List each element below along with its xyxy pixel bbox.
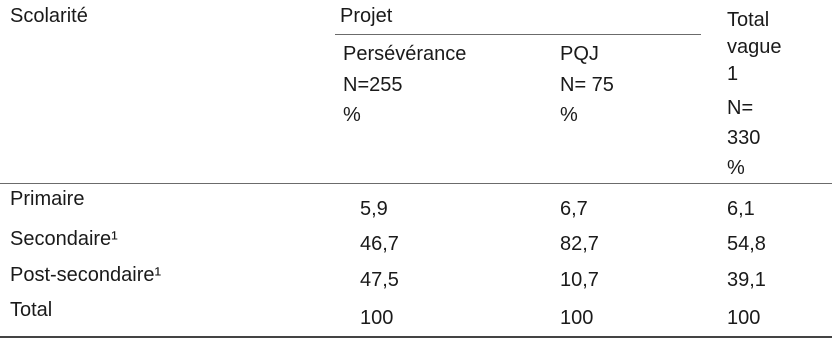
row-value-pqj: 82,7	[560, 233, 599, 255]
row-label: Post-secondaire¹	[10, 264, 162, 286]
header-perseverance-line1: Persévérance	[343, 43, 467, 65]
row-value-pqj: 10,7	[560, 269, 599, 291]
header-pqj-line1: PQJ	[560, 43, 599, 65]
row-label: Primaire	[10, 188, 85, 210]
row-value-total: 6,1	[727, 198, 755, 220]
header-total-line2: vague	[727, 36, 782, 58]
row-value-perseverance: 5,9	[360, 198, 388, 220]
row-value-perseverance: 46,7	[360, 233, 399, 255]
header-total-line4: N=	[727, 97, 754, 119]
row-value-pqj: 100	[560, 307, 594, 329]
header-total-line6: %	[727, 157, 745, 179]
row-value-total: 39,1	[727, 269, 766, 291]
header-total-line5: 330	[727, 127, 761, 149]
header-projet: Projet	[340, 5, 393, 27]
header-total-line1: Total	[727, 9, 770, 31]
row-label: Secondaire¹	[10, 228, 118, 250]
row-value-pqj: 6,7	[560, 198, 588, 220]
row-value-perseverance: 100	[360, 307, 394, 329]
header-perseverance-line2: N=255	[343, 74, 403, 96]
header-perseverance-line3: %	[343, 104, 361, 126]
group-underline	[335, 34, 701, 35]
row-value-total: 54,8	[727, 233, 766, 255]
header-scolarite: Scolarité	[10, 5, 88, 27]
header-pqj-line3: %	[560, 104, 578, 126]
row-value-perseverance: 47,5	[360, 269, 399, 291]
row-value-total: 100	[727, 307, 761, 329]
header-rule	[0, 183, 832, 184]
header-pqj-line2: N= 75	[560, 74, 614, 96]
row-label: Total	[10, 299, 53, 321]
bottom-rule	[0, 336, 832, 338]
header-total-line3: 1	[727, 63, 739, 85]
